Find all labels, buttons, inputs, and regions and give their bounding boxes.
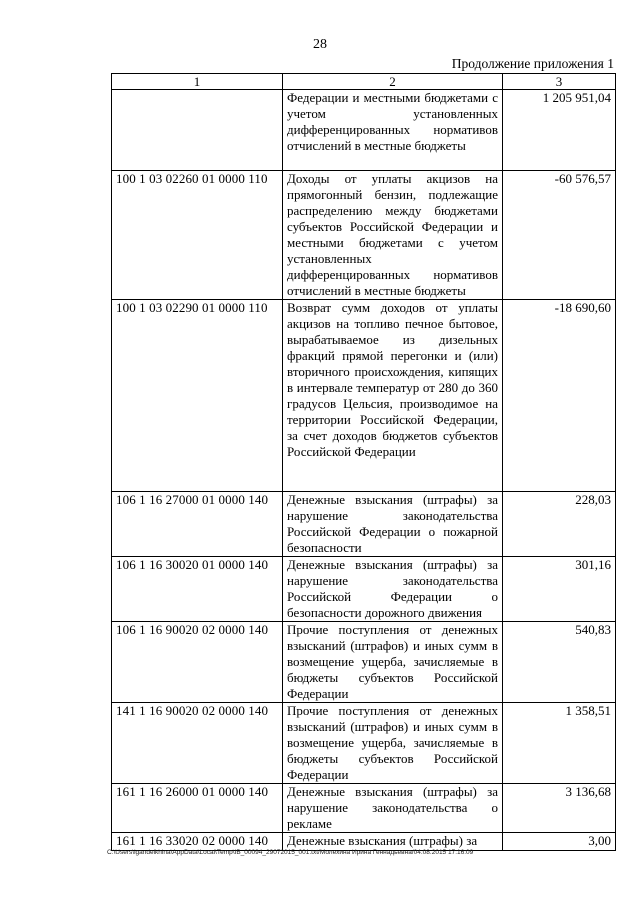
description-cell: Денежные взыскания (штрафы) за bbox=[283, 833, 503, 851]
page-number: 28 bbox=[313, 37, 327, 52]
table-row bbox=[112, 492, 616, 557]
revenue-table bbox=[111, 73, 616, 851]
description-cell: Денежные взыскания (штрафы) за нарушение законодательства о рекламе bbox=[283, 784, 503, 833]
budget-code-cell bbox=[112, 90, 283, 171]
amount-cell: -60 576,57 bbox=[503, 171, 616, 300]
amount-cell: 3,00 bbox=[503, 833, 616, 851]
budget-code-cell: 141 1 16 90020 02 0000 140 bbox=[112, 703, 283, 784]
description-cell: Денежные взыскания (штрафы) за нарушение законодательства Российской Федерации о безопасности дорожного движения bbox=[283, 557, 503, 622]
description-cell: Возврат сумм доходов от уплаты акцизов на топливо печное бытовое, вырабатываемое из дизельных фракций прямой перегонки и (или) вторичного происхождения, кипящих в интервале температур от 280 до 360 градусов Цельсия, производимое на территории Российской Федерации, за счет доходов бюджетов субъектов Российской Федерации bbox=[283, 300, 503, 492]
budget-code-cell: 106 1 16 27000 01 0000 140 bbox=[112, 492, 283, 557]
column-header: 3 bbox=[503, 74, 616, 90]
table-row bbox=[112, 833, 616, 851]
description-cell: Федерации и местными бюджетами с учетом установленных дифференцированных нормативов отчислений в местные бюджеты bbox=[283, 90, 503, 171]
table-row bbox=[112, 90, 616, 171]
amount-cell: -18 690,60 bbox=[503, 300, 616, 492]
description-cell: Денежные взыскания (штрафы) за нарушение законодательства Российской Федерации о пожарной безопасности bbox=[283, 492, 503, 557]
budget-code-cell: 106 1 16 30020 01 0000 140 bbox=[112, 557, 283, 622]
budget-code-cell: 161 1 16 26000 01 0000 140 bbox=[112, 784, 283, 833]
file-path-footer: C:\Users\igandelkhina\AppData\Local\Temp\IB_00094_29072015_001.txt/Молехина Ирина Геннадьевна/04.08.2015 17:16:09 bbox=[107, 849, 474, 856]
column-header: 1 bbox=[112, 74, 283, 90]
amount-cell: 301,16 bbox=[503, 557, 616, 622]
budget-code-cell: 161 1 16 33020 02 0000 140 bbox=[112, 833, 283, 851]
column-header: 2 bbox=[283, 74, 503, 90]
budget-code-cell: 100 1 03 02260 01 0000 110 bbox=[112, 171, 283, 300]
budget-code-cell: 100 1 03 02290 01 0000 110 bbox=[112, 300, 283, 492]
table-row bbox=[112, 703, 616, 784]
description-cell: Прочие поступления от денежных взысканий (штрафов) и иных сумм в возмещение ущерба, зачисляемые в бюджеты субъектов Российской Федерации bbox=[283, 622, 503, 703]
amount-cell: 1 358,51 bbox=[503, 703, 616, 784]
table-row bbox=[112, 784, 616, 833]
amount-cell: 3 136,68 bbox=[503, 784, 616, 833]
table-header-row bbox=[112, 74, 616, 90]
table-row bbox=[112, 171, 616, 300]
description-cell: Доходы от уплаты акцизов на прямогонный бензин, подлежащие распределению между бюджетами субъектов Российской Федерации и местными бюджетами с учетом установленных дифференцированных нормативов отчислений в местные бюджеты bbox=[283, 171, 503, 300]
amount-cell: 1 205 951,04 bbox=[503, 90, 616, 171]
continuation-label: Продолжение приложения 1 bbox=[451, 56, 614, 71]
table-row bbox=[112, 300, 616, 492]
table-row bbox=[112, 557, 616, 622]
amount-cell: 228,03 bbox=[503, 492, 616, 557]
table-row bbox=[112, 622, 616, 703]
amount-cell: 540,83 bbox=[503, 622, 616, 703]
description-cell: Прочие поступления от денежных взысканий (штрафов) и иных сумм в возмещение ущерба, зачисляемые в бюджеты субъектов Российской Федерации bbox=[283, 703, 503, 784]
budget-code-cell: 106 1 16 90020 02 0000 140 bbox=[112, 622, 283, 703]
